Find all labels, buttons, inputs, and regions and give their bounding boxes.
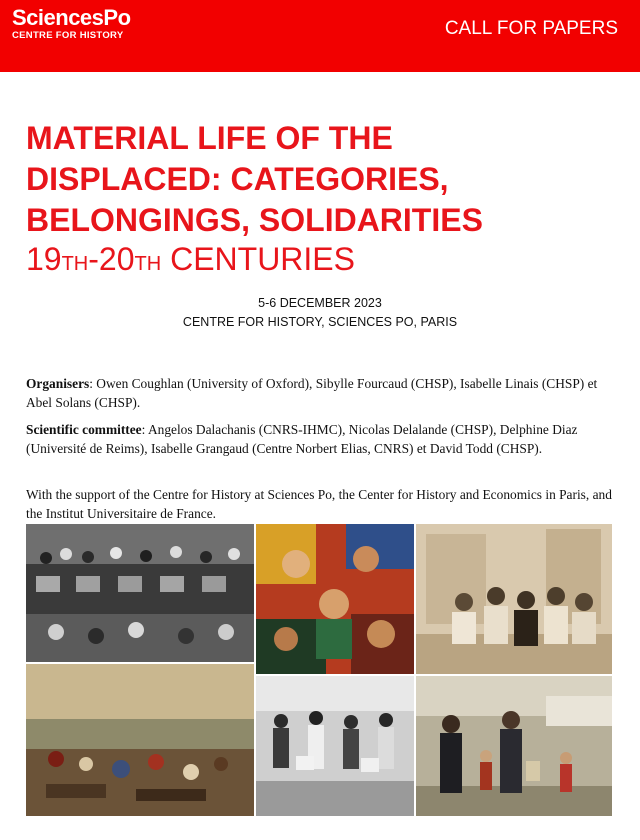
header-bar bbox=[0, 0, 640, 72]
subtitle-centuries: CENTURIES bbox=[161, 241, 355, 277]
call-for-papers-label: CALL FOR PAPERS bbox=[444, 18, 618, 39]
subtitle-19: 19 bbox=[26, 241, 62, 277]
group-portrait-photo bbox=[416, 524, 612, 674]
title-line-3: BELONGINGS, SOLIDARITIES bbox=[26, 202, 483, 238]
logo-subtitle: CENTRE FOR HISTORY bbox=[12, 30, 124, 41]
title-line-2: DISPLACED: CATEGORIES, bbox=[26, 161, 449, 197]
sciencespo-logo[interactable] bbox=[12, 6, 131, 42]
organisers-text: : Owen Coughlan (University of Oxford), Sibylle Fourcaud (CHSP), Isabelle Linais (CHSP) et Abel Solans (CHSP). bbox=[26, 376, 598, 410]
committee-text: : Angelos Dalachanis (CNRS-IHMC), Nicolas Delalande (CHSP), Delphine Diaz (Université de Reims), Isabelle Grangaud (Centre Norbert Elias, CNRS) et David Todd (CHSP). bbox=[26, 422, 578, 456]
organisers-label: Organisers bbox=[26, 376, 90, 391]
train-photo bbox=[26, 524, 254, 662]
page-title bbox=[26, 118, 626, 241]
migrants-walking-photo bbox=[256, 676, 414, 816]
image-collage bbox=[26, 524, 612, 816]
family-airport-photo bbox=[416, 676, 612, 816]
centuries-subtitle bbox=[26, 240, 355, 283]
mural-painting bbox=[256, 524, 414, 674]
event-venue: CENTRE FOR HISTORY, SCIENCES PO, PARIS bbox=[182, 315, 458, 329]
title-line-1: MATERIAL LIFE OF THE bbox=[26, 120, 393, 156]
subtitle-th-2: TH bbox=[134, 253, 162, 275]
event-date: 5-6 DECEMBER 2023 bbox=[258, 296, 382, 310]
subtitle-20: -20 bbox=[88, 241, 135, 277]
logo-wordmark: SciencesPo bbox=[12, 5, 131, 30]
support-paragraph: With the support of the Centre for History at Sciences Po, the Center for History and Economics in Paris, and the Institut Universitaire de France. bbox=[26, 487, 612, 521]
organisers-paragraph bbox=[26, 375, 622, 412]
committee-paragraph bbox=[26, 421, 622, 458]
subtitle-th-1: TH bbox=[61, 253, 89, 275]
exodus-painting bbox=[26, 664, 254, 816]
committee-label: Scientific committee bbox=[26, 422, 142, 437]
